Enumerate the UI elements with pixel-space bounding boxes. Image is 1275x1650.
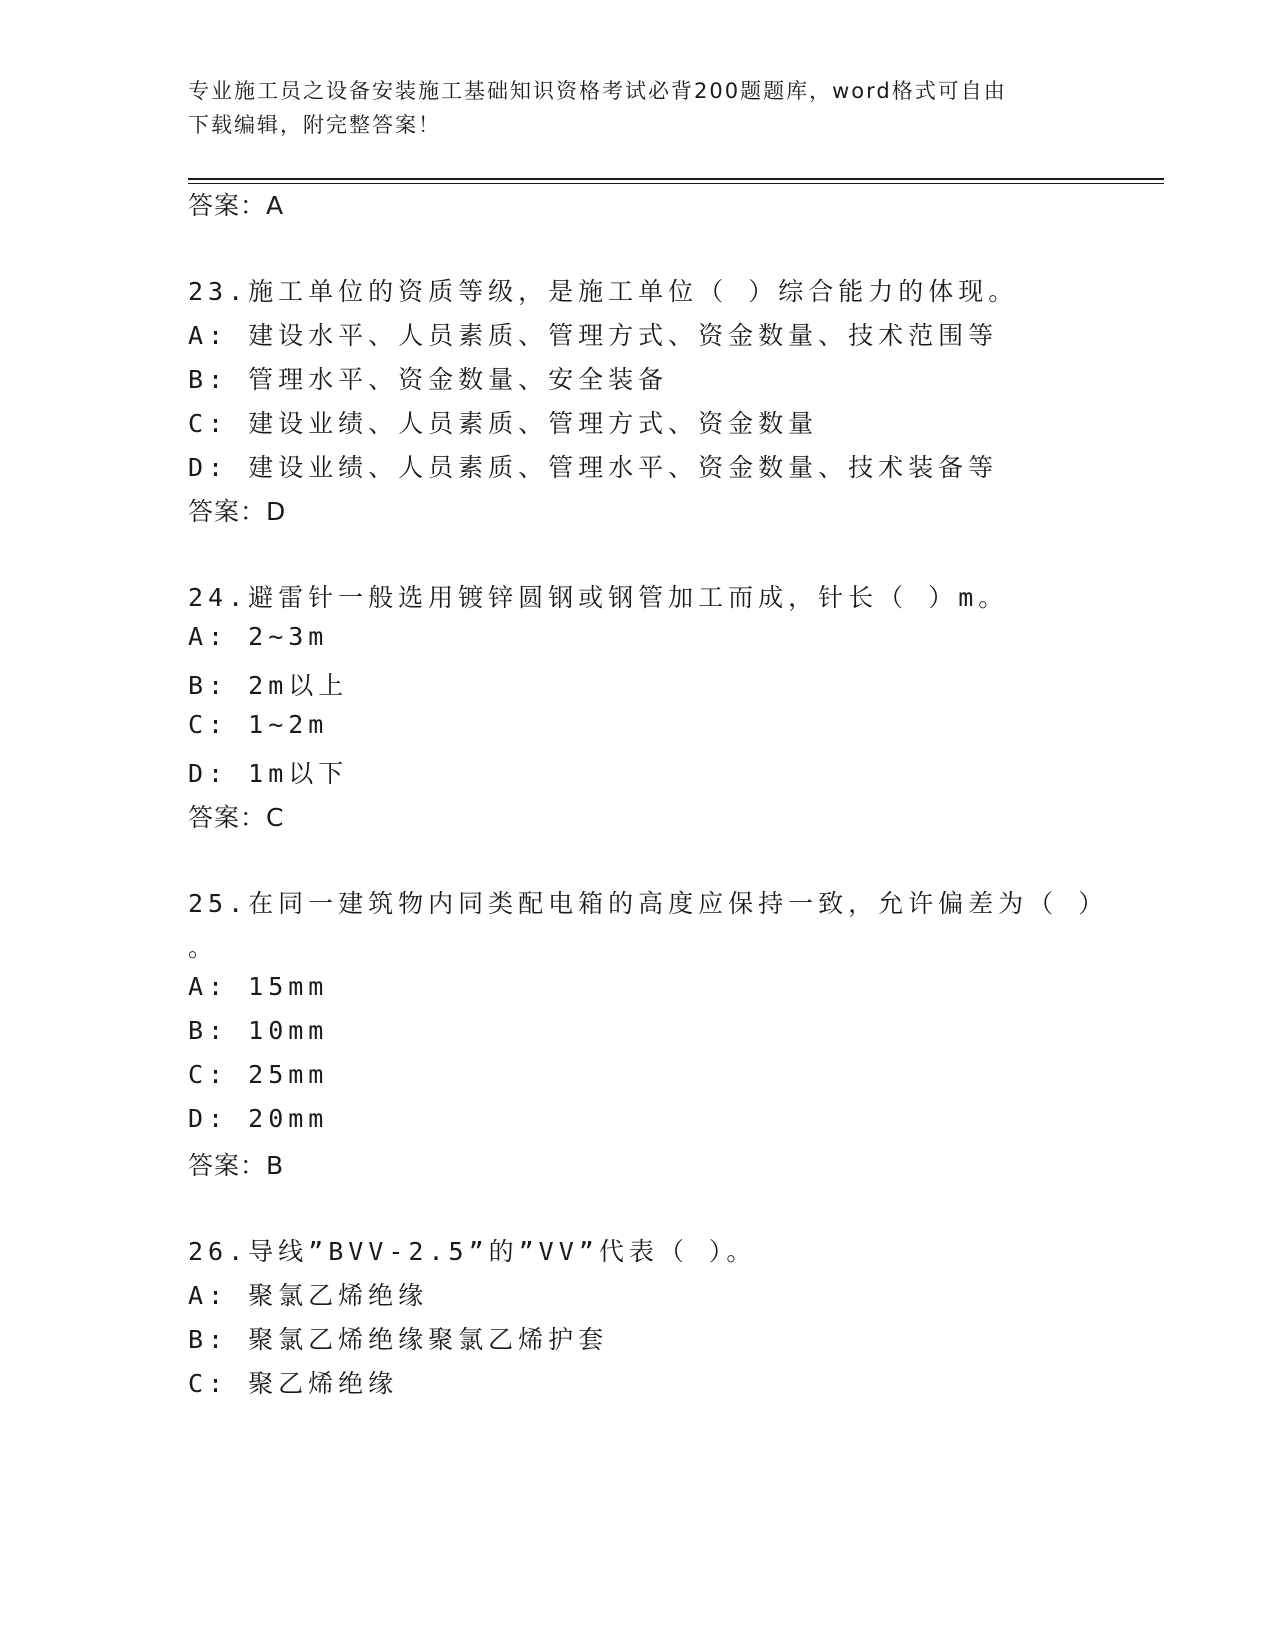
question-25-text-continued: 。 (188, 933, 219, 962)
question-26-option-b: B: 聚氯乙烯绝缘聚氯乙烯护套 (188, 1325, 609, 1354)
question-25-option-b: B: 10mm (188, 1016, 329, 1045)
question-24-option-c: C: 1~2m (188, 710, 329, 739)
header-divider-thin (188, 183, 1164, 184)
question-26-text: 26.导线”BVV-2.5”的”VV”代表（ ）。 (188, 1237, 757, 1266)
question-23-option-c: C: 建设业绩、人员素质、管理方式、资金数量 (188, 409, 819, 438)
question-26-option-a: A: 聚氯乙烯绝缘 (188, 1281, 429, 1310)
question-23-option-a: A: 建设水平、人员素质、管理方式、资金数量、技术范围等 (188, 321, 999, 350)
question-25-answer: 答案：B (188, 1151, 285, 1180)
question-25-option-a: A: 15mm (188, 972, 329, 1001)
document-header (188, 74, 1068, 142)
question-23-answer: 答案：D (188, 497, 287, 526)
question-24-text: 24.避雷针一般选用镀锌圆钢或钢管加工而成，针长（ ）m。 (188, 583, 1009, 612)
question-25-option-d: D: 20mm (188, 1104, 329, 1133)
question-26-option-c: C: 聚乙烯绝缘 (188, 1369, 399, 1398)
question-24-option-a: A: 2~3m (188, 622, 329, 651)
header-line-1: 专业施工员之设备安装施工基础知识资格考试必背200题题库，word格式可自由 (188, 79, 1007, 103)
header-divider-thick (188, 178, 1164, 180)
question-24-option-b: B: 2m以上 (188, 671, 349, 700)
question-23-option-b: B: 管理水平、资金数量、安全装备 (188, 365, 669, 394)
header-line-2: 下载编辑，附完整答案！ (188, 113, 441, 137)
question-23-option-d: D: 建设业绩、人员素质、管理水平、资金数量、技术装备等 (188, 453, 999, 482)
question-25-option-c: C: 25mm (188, 1060, 329, 1089)
question-24-option-d: D: 1m以下 (188, 759, 349, 788)
question-24-answer: 答案：C (188, 803, 285, 832)
answer-previous: 答案：A (188, 191, 285, 220)
question-25-text: 25.在同一建筑物内同类配电箱的高度应保持一致，允许偏差为（ ） (188, 889, 1109, 918)
question-23-text: 23.施工单位的资质等级，是施工单位（ ）综合能力的体现。 (188, 277, 1019, 306)
